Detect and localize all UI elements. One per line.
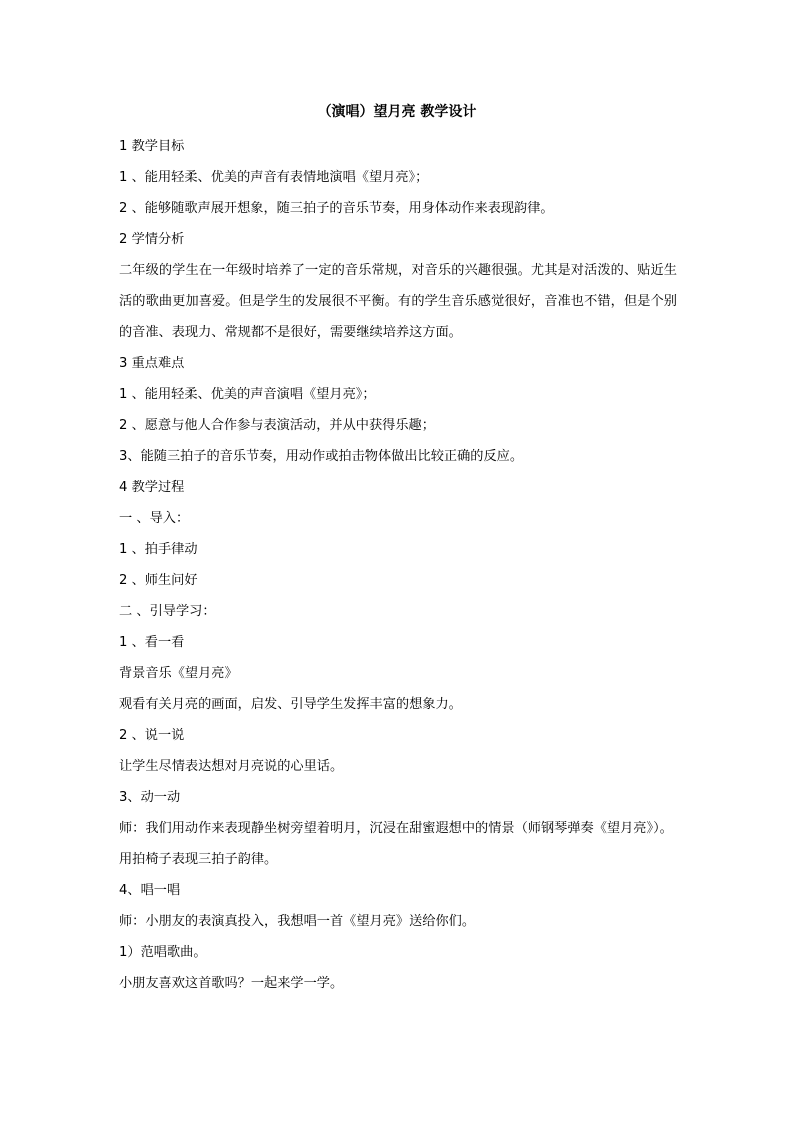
text-line: 2 、能够随歌声展开想象，随三拍子的音乐节奏，用身体动作来表现韵律。 — [119, 201, 554, 216]
text-line: 3 重点难点 — [119, 356, 185, 371]
text-line: 3、动一动 — [119, 790, 181, 805]
text-line: 师：小朋友的表演真投入，我想唱一首《望月亮》送给你们。 — [119, 914, 476, 929]
text-line: 2 、说一说 — [119, 728, 185, 743]
text-line: 观看有关月亮的画面，启发、引导学生发挥丰富的想象力。 — [119, 697, 462, 712]
text-line: 1 、能用轻柔、优美的声音有表情地演唱《望月亮》； — [119, 170, 429, 185]
text-line: 用拍椅子表现三拍子韵律。 — [119, 852, 278, 867]
text-line: 让学生尽情表达想对月亮说的心里话。 — [119, 759, 344, 774]
text-line: 1 、能用轻柔、优美的声音演唱《望月亮》； — [119, 387, 376, 402]
text-line: 4 教学过程 — [119, 480, 185, 495]
text-line: 1 、看一看 — [119, 635, 185, 650]
page-title: （演唱）望月亮 教学设计 — [317, 104, 477, 120]
text-line: 2 、师生问好 — [119, 573, 198, 588]
text-line: 3、能随三拍子的音乐节奏，用动作或拍击物体做出比较正确的反应。 — [119, 449, 524, 464]
text-line: 2 、愿意与他人合作参与表演活动，并从中获得乐趣； — [119, 418, 435, 433]
text-line: 2 学情分析 — [119, 232, 185, 247]
text-line: 1 、拍手律动 — [119, 542, 198, 557]
text-line: 二 、引导学习： — [119, 604, 216, 619]
document-body — [119, 131, 677, 999]
text-line: 1）范唱歌曲。 — [119, 945, 207, 960]
paragraph: 二年级的学生在一年级时培养了一定的音乐常规，对音乐的兴趣很强。尤其是对活泼的、贴近生活的歌曲更加喜爱。但是学生的发展很不平衡。有的学生音乐感觉很好，音准也不错，但是个别的音准、表现力、常规都不是很好，需要继续培养这方面。 — [119, 263, 677, 340]
text-line: 4、唱一唱 — [119, 883, 181, 898]
paragraph: 师：我们用动作来表现静坐树旁望着明月，沉浸在甜蜜遐想中的情景（师钢琴弹奏《望月亮》）。 — [119, 821, 673, 836]
text-line: 1 教学目标 — [119, 139, 185, 154]
text-line: 一 、导入： — [119, 511, 190, 526]
text-line: 背景音乐《望月亮》 — [119, 666, 238, 681]
text-line: 小朋友喜欢这首歌吗？一起来学一学。 — [119, 976, 344, 991]
